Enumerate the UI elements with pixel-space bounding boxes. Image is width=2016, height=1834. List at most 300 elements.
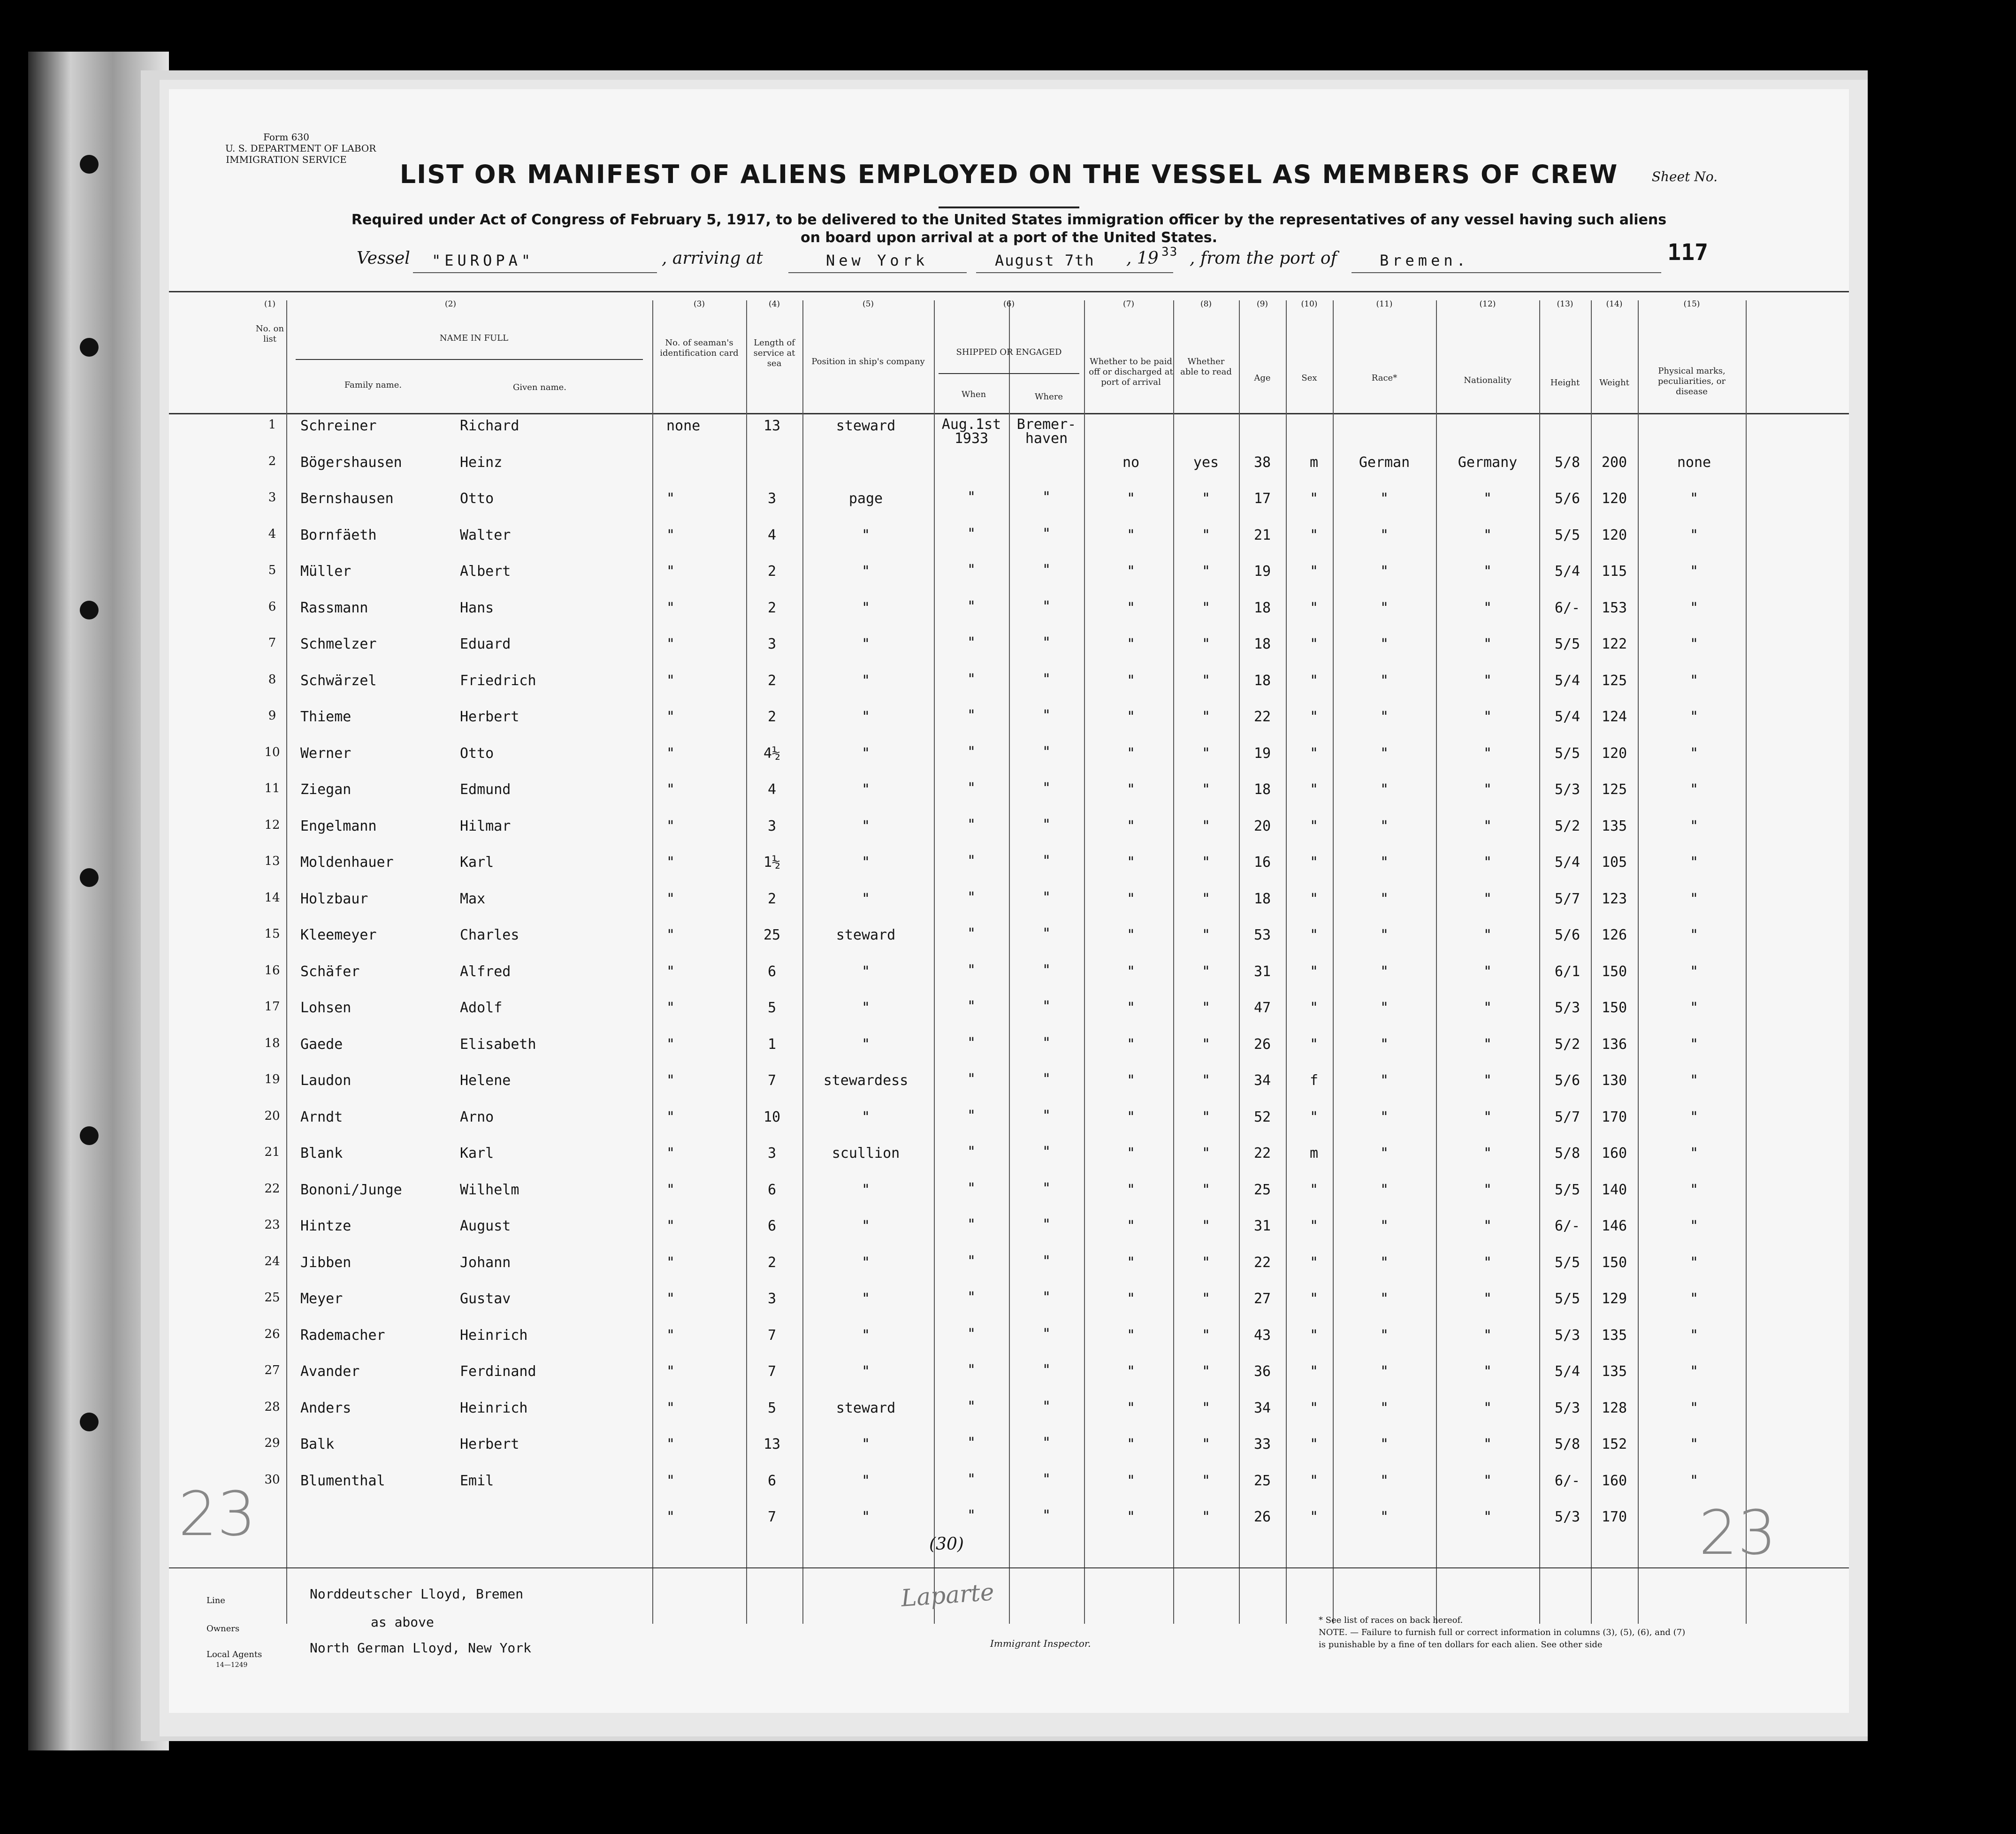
nationality: " bbox=[1483, 709, 1492, 725]
table-row bbox=[169, 745, 1849, 783]
family-name: Meyer bbox=[300, 1291, 343, 1307]
id-card: " bbox=[666, 927, 675, 943]
weight: 124 bbox=[1601, 709, 1627, 725]
engaged-where: " bbox=[1042, 1471, 1051, 1488]
given-name: Hans bbox=[460, 599, 494, 616]
engaged-where: " bbox=[1042, 1253, 1051, 1269]
paid-off: " bbox=[1126, 1181, 1136, 1198]
length-of-service: 1½ bbox=[763, 854, 781, 871]
nationality: " bbox=[1483, 745, 1492, 762]
col-header-read: Whether able to read bbox=[1180, 357, 1232, 377]
length-of-service: 25 bbox=[763, 927, 781, 943]
nationality: " bbox=[1483, 1472, 1492, 1489]
sex: " bbox=[1309, 854, 1319, 871]
able-to-read: " bbox=[1201, 890, 1211, 907]
given-name: Gustav bbox=[460, 1291, 511, 1307]
length-of-service: 5 bbox=[767, 1000, 777, 1016]
given-name: August bbox=[460, 1218, 511, 1234]
engaged-when: Aug.1st 1933 bbox=[941, 416, 1001, 447]
sex: " bbox=[1309, 927, 1319, 943]
table-row bbox=[169, 563, 1849, 601]
year-prefix: , 19 bbox=[1126, 249, 1159, 268]
page-title: LIST OR MANIFEST OF ALIENS EMPLOYED ON THE VESSEL AS MEMBERS OF CREW bbox=[399, 160, 1619, 189]
physical-marks: " bbox=[1689, 709, 1699, 725]
sex: " bbox=[1309, 1036, 1319, 1053]
weight: 125 bbox=[1601, 781, 1627, 798]
id-card: " bbox=[666, 1218, 675, 1234]
owners-label: Owners bbox=[206, 1624, 240, 1634]
given-name: Walter bbox=[460, 527, 511, 543]
col-header-given: Given name. bbox=[512, 382, 567, 392]
race: " bbox=[1380, 1145, 1389, 1162]
table-row bbox=[169, 1218, 1849, 1255]
id-card: " bbox=[666, 890, 675, 907]
engaged-when: " bbox=[967, 707, 976, 724]
id-card: " bbox=[666, 1145, 675, 1162]
weight: 152 bbox=[1601, 1436, 1627, 1452]
height: 5/4 bbox=[1554, 854, 1581, 871]
engaged-where: " bbox=[1042, 743, 1051, 760]
id-card: " bbox=[666, 1072, 675, 1089]
paid-off: " bbox=[1126, 854, 1136, 871]
height: 5/4 bbox=[1554, 563, 1581, 580]
row-number: 8 bbox=[268, 672, 276, 687]
engaged-when: " bbox=[967, 1034, 976, 1051]
family-name: Rassmann bbox=[300, 599, 368, 616]
able-to-read: " bbox=[1201, 1254, 1211, 1271]
weight: 123 bbox=[1601, 890, 1627, 907]
id-card: " bbox=[666, 1036, 675, 1053]
id-card: " bbox=[666, 599, 675, 616]
paid-off: " bbox=[1126, 1436, 1136, 1452]
engaged-when: " bbox=[967, 1507, 976, 1524]
age: 38 bbox=[1253, 454, 1271, 471]
length-of-service: 2 bbox=[767, 890, 777, 907]
id-card: " bbox=[666, 1363, 675, 1380]
position: " bbox=[861, 527, 871, 543]
able-to-read: " bbox=[1201, 781, 1211, 798]
height: 5/6 bbox=[1554, 1072, 1581, 1089]
footnote bbox=[1319, 1614, 1685, 1651]
id-card: " bbox=[666, 1327, 675, 1344]
height: 5/3 bbox=[1554, 1399, 1581, 1416]
paid-off: " bbox=[1126, 709, 1136, 725]
height: 5/2 bbox=[1554, 818, 1581, 834]
able-to-read: " bbox=[1201, 1363, 1211, 1380]
length-of-service: 10 bbox=[763, 1108, 781, 1125]
weight: 130 bbox=[1601, 1072, 1627, 1089]
sex: " bbox=[1309, 1000, 1319, 1016]
length-of-service: 6 bbox=[767, 1218, 777, 1234]
id-card: " bbox=[666, 1509, 675, 1525]
service-name: IMMIGRATION SERVICE bbox=[226, 154, 347, 165]
position: scullion bbox=[832, 1145, 900, 1162]
id-card: " bbox=[666, 1472, 675, 1489]
given-name: Heinrich bbox=[460, 1327, 528, 1344]
able-to-read: " bbox=[1201, 1436, 1211, 1452]
col-header-nationality: Nationality bbox=[1464, 375, 1512, 385]
inspector-signature: Laparte bbox=[900, 1578, 995, 1612]
age: 17 bbox=[1253, 490, 1271, 507]
race: " bbox=[1380, 1509, 1389, 1525]
family-name: Schmelzer bbox=[300, 636, 377, 652]
sex: m bbox=[1309, 454, 1319, 471]
given-name: Edmund bbox=[460, 781, 511, 798]
weight: 200 bbox=[1601, 454, 1627, 471]
shipped-subheader-rule bbox=[939, 373, 1079, 374]
engaged-when: " bbox=[967, 1253, 976, 1269]
engaged-where: " bbox=[1042, 1398, 1051, 1415]
age: 22 bbox=[1253, 1254, 1271, 1271]
age: 31 bbox=[1253, 1218, 1271, 1234]
length-of-service: 5 bbox=[767, 1399, 777, 1416]
id-card: " bbox=[666, 963, 675, 980]
engaged-when: " bbox=[967, 598, 976, 615]
family-name: Thieme bbox=[300, 709, 351, 725]
engaged-where: " bbox=[1042, 562, 1051, 578]
height: 5/6 bbox=[1554, 927, 1581, 943]
paid-off: " bbox=[1126, 1218, 1136, 1234]
length-of-service: 6 bbox=[767, 1181, 777, 1198]
table-row bbox=[169, 1072, 1849, 1110]
engaged-when: " bbox=[967, 525, 976, 542]
able-to-read: " bbox=[1201, 1181, 1211, 1198]
family-name: Rademacher bbox=[300, 1327, 385, 1344]
race: " bbox=[1380, 1108, 1389, 1125]
length-of-service: 3 bbox=[767, 1291, 777, 1307]
column-number: (5) bbox=[862, 299, 874, 309]
nationality: " bbox=[1483, 1181, 1492, 1198]
nationality: " bbox=[1483, 781, 1492, 798]
race: " bbox=[1380, 854, 1389, 871]
race: " bbox=[1380, 1000, 1389, 1016]
engaged-when: " bbox=[967, 780, 976, 796]
given-name: Hilmar bbox=[460, 818, 511, 834]
paid-off: " bbox=[1126, 1036, 1136, 1053]
paid-off: " bbox=[1126, 599, 1136, 616]
length-of-service: 13 bbox=[763, 418, 781, 434]
length-of-service: 7 bbox=[767, 1509, 777, 1525]
family-name: Gaede bbox=[300, 1036, 343, 1053]
table-row bbox=[169, 1254, 1849, 1292]
column-number: (4) bbox=[768, 299, 780, 309]
age: 18 bbox=[1253, 890, 1271, 907]
given-name: Herbert bbox=[460, 709, 519, 725]
engaged-where: " bbox=[1042, 998, 1051, 1015]
position: " bbox=[861, 563, 871, 580]
paid-off: " bbox=[1126, 818, 1136, 834]
weight: 150 bbox=[1601, 1000, 1627, 1016]
col-header-height: Height bbox=[1550, 378, 1580, 388]
race: " bbox=[1380, 890, 1389, 907]
length-of-service: 4 bbox=[767, 781, 777, 798]
underline bbox=[1352, 272, 1661, 273]
underline bbox=[788, 272, 967, 273]
age: 22 bbox=[1253, 1145, 1271, 1162]
engaged-where: " bbox=[1042, 671, 1051, 688]
id-card: " bbox=[666, 1436, 675, 1452]
length-of-service: 7 bbox=[767, 1327, 777, 1344]
position: " bbox=[861, 1181, 871, 1198]
column-number: (11) bbox=[1376, 299, 1393, 309]
able-to-read: " bbox=[1201, 818, 1211, 834]
physical-marks: " bbox=[1689, 854, 1699, 871]
weight: 135 bbox=[1601, 818, 1627, 834]
position: " bbox=[861, 599, 871, 616]
id-card: " bbox=[666, 527, 675, 543]
physical-marks: " bbox=[1689, 963, 1699, 980]
weight: 129 bbox=[1601, 1291, 1627, 1307]
length-of-service: 2 bbox=[767, 709, 777, 725]
sex: " bbox=[1309, 672, 1319, 689]
column-number: (2) bbox=[444, 299, 457, 309]
table-row bbox=[169, 1509, 1849, 1546]
weight: 136 bbox=[1601, 1036, 1627, 1053]
binder-hole bbox=[80, 1413, 99, 1431]
id-card: " bbox=[666, 1181, 675, 1198]
footnote-line: * See list of races on back hereof. bbox=[1319, 1615, 1463, 1625]
engaged-when: " bbox=[967, 1180, 976, 1197]
given-name: Otto bbox=[460, 745, 494, 762]
sex: " bbox=[1309, 527, 1319, 543]
nationality: " bbox=[1483, 1363, 1492, 1380]
age: 25 bbox=[1253, 1472, 1271, 1489]
sex: " bbox=[1309, 1472, 1319, 1489]
age: 22 bbox=[1253, 709, 1271, 725]
race: " bbox=[1380, 563, 1389, 580]
age: 34 bbox=[1253, 1072, 1271, 1089]
race: " bbox=[1380, 709, 1389, 725]
family-name: Bornfäeth bbox=[300, 527, 377, 543]
race: " bbox=[1380, 1254, 1389, 1271]
header-top-rule bbox=[169, 291, 1849, 292]
physical-marks: " bbox=[1689, 818, 1699, 834]
position: " bbox=[861, 1036, 871, 1053]
id-card: " bbox=[666, 1000, 675, 1016]
sex: m bbox=[1309, 1145, 1319, 1162]
table-row bbox=[169, 818, 1849, 856]
height: 5/8 bbox=[1554, 1436, 1581, 1452]
engaged-when: " bbox=[967, 634, 976, 651]
age: 43 bbox=[1253, 1327, 1271, 1344]
id-card: " bbox=[666, 1254, 675, 1271]
physical-marks: " bbox=[1689, 1472, 1699, 1489]
paid-off: " bbox=[1126, 1472, 1136, 1489]
row-number: 7 bbox=[268, 636, 276, 650]
owners-value: as above bbox=[371, 1614, 434, 1630]
paid-off: " bbox=[1126, 1399, 1136, 1416]
weight: 170 bbox=[1601, 1509, 1627, 1525]
weight: 120 bbox=[1601, 745, 1627, 762]
length-of-service: 2 bbox=[767, 1254, 777, 1271]
row-number: 19 bbox=[264, 1072, 280, 1086]
engaged-where: " bbox=[1042, 1362, 1051, 1378]
able-to-read: " bbox=[1201, 636, 1211, 652]
nationality: " bbox=[1483, 1291, 1492, 1307]
position: " bbox=[861, 818, 871, 834]
row-number: 6 bbox=[268, 599, 276, 614]
engaged-where: " bbox=[1042, 1325, 1051, 1342]
column-number: (15) bbox=[1683, 299, 1700, 309]
row-number: 28 bbox=[264, 1399, 280, 1414]
col-header-no: No. on list bbox=[255, 324, 284, 344]
able-to-read: " bbox=[1201, 1399, 1211, 1416]
col-header-race: Race* bbox=[1371, 373, 1397, 383]
given-name: Alfred bbox=[460, 963, 511, 980]
row-number: 30 bbox=[264, 1472, 280, 1487]
nationality: " bbox=[1483, 1254, 1492, 1271]
physical-marks: " bbox=[1689, 927, 1699, 943]
position: " bbox=[861, 890, 871, 907]
age: 47 bbox=[1253, 1000, 1271, 1016]
col-header-position: Position in ship's company bbox=[811, 357, 925, 367]
engaged-when: " bbox=[967, 925, 976, 942]
race: " bbox=[1380, 1218, 1389, 1234]
nationality: " bbox=[1483, 854, 1492, 871]
table-row bbox=[169, 636, 1849, 673]
engaged-when: " bbox=[967, 1471, 976, 1488]
engaged-when: " bbox=[967, 562, 976, 578]
col-header-sex: Sex bbox=[1301, 373, 1317, 383]
column-number: (13) bbox=[1557, 299, 1573, 309]
nationality: Germany bbox=[1458, 454, 1518, 471]
physical-marks: " bbox=[1689, 1399, 1699, 1416]
family-name: Jibben bbox=[300, 1254, 351, 1271]
physical-marks: none bbox=[1677, 454, 1711, 471]
departure-port: Bremen. bbox=[1380, 252, 1469, 269]
physical-marks: " bbox=[1689, 1363, 1699, 1380]
sex: " bbox=[1309, 745, 1319, 762]
table-row bbox=[169, 1109, 1849, 1146]
physical-marks: " bbox=[1689, 527, 1699, 543]
paid-off: " bbox=[1126, 1108, 1136, 1125]
paid-off: " bbox=[1126, 927, 1136, 943]
given-name: Richard bbox=[460, 418, 519, 434]
binder-hole bbox=[80, 155, 99, 174]
length-of-service: 3 bbox=[767, 818, 777, 834]
position: " bbox=[861, 1472, 871, 1489]
engaged-when: " bbox=[967, 489, 976, 505]
engaged-where: " bbox=[1042, 1071, 1051, 1087]
table-row bbox=[169, 527, 1849, 565]
given-name: Elisabeth bbox=[460, 1036, 536, 1053]
sex: " bbox=[1309, 1108, 1319, 1125]
paid-off: " bbox=[1126, 1291, 1136, 1307]
from-label: , from the port of bbox=[1190, 249, 1337, 268]
race: " bbox=[1380, 781, 1389, 798]
col-header-where: Where bbox=[1034, 392, 1063, 402]
paid-off: " bbox=[1126, 1254, 1136, 1271]
height: 5/3 bbox=[1554, 1327, 1581, 1344]
weight: 122 bbox=[1601, 636, 1627, 652]
paid-off: " bbox=[1126, 1000, 1136, 1016]
sex: " bbox=[1309, 1436, 1319, 1452]
race: " bbox=[1380, 927, 1389, 943]
id-card: none bbox=[666, 418, 701, 434]
col-header-name: NAME IN FULL bbox=[439, 333, 509, 343]
given-name: Adolf bbox=[460, 1000, 503, 1016]
column-number: (8) bbox=[1200, 299, 1212, 309]
binder-hole bbox=[80, 601, 99, 619]
sex: " bbox=[1309, 1291, 1319, 1307]
height: 5/4 bbox=[1554, 672, 1581, 689]
race: " bbox=[1380, 490, 1389, 507]
row-number: 13 bbox=[264, 854, 280, 868]
col-header-shipped: SHIPPED OR ENGAGED bbox=[956, 347, 1062, 357]
table-row bbox=[169, 854, 1849, 892]
given-name: Herbert bbox=[460, 1436, 519, 1452]
row-number: 29 bbox=[264, 1436, 280, 1450]
weight: 146 bbox=[1601, 1218, 1627, 1234]
family-name: Ziegan bbox=[300, 781, 351, 798]
family-name: Schäfer bbox=[300, 963, 360, 980]
engaged-when: " bbox=[967, 816, 976, 833]
nationality: " bbox=[1483, 1436, 1492, 1452]
paid-off: " bbox=[1126, 1145, 1136, 1162]
subtitle bbox=[169, 211, 1849, 247]
physical-marks: " bbox=[1689, 1327, 1699, 1344]
race: " bbox=[1380, 636, 1389, 652]
engaged-where: Bremer- haven bbox=[1016, 416, 1077, 447]
title-rule bbox=[939, 206, 1079, 208]
position: " bbox=[861, 1000, 871, 1016]
height: 5/4 bbox=[1554, 1363, 1581, 1380]
paid-off: no bbox=[1122, 454, 1140, 471]
race: " bbox=[1380, 1363, 1389, 1380]
id-card: " bbox=[666, 563, 675, 580]
row-number: 10 bbox=[264, 745, 280, 759]
family-name: Werner bbox=[300, 745, 351, 762]
row-number: 14 bbox=[264, 890, 280, 905]
able-to-read: " bbox=[1201, 1036, 1211, 1053]
sex: " bbox=[1309, 563, 1319, 580]
race: " bbox=[1380, 672, 1389, 689]
position: " bbox=[861, 1218, 871, 1234]
race: " bbox=[1380, 599, 1389, 616]
able-to-read: " bbox=[1201, 527, 1211, 543]
physical-marks: " bbox=[1689, 781, 1699, 798]
able-to-read: " bbox=[1201, 745, 1211, 762]
paid-off: " bbox=[1126, 781, 1136, 798]
paid-off: " bbox=[1126, 1509, 1136, 1525]
age: 19 bbox=[1253, 563, 1271, 580]
age: 31 bbox=[1253, 963, 1271, 980]
col-header-age: Age bbox=[1254, 373, 1271, 383]
race: " bbox=[1380, 745, 1389, 762]
table-row bbox=[169, 1291, 1849, 1328]
engaged-where: " bbox=[1042, 853, 1051, 869]
height: 5/5 bbox=[1554, 636, 1581, 652]
row-number: 15 bbox=[264, 927, 280, 941]
engaged-where: " bbox=[1042, 707, 1051, 724]
nationality: " bbox=[1483, 818, 1492, 834]
physical-marks: " bbox=[1689, 1036, 1699, 1053]
sex: " bbox=[1309, 818, 1319, 834]
physical-marks: " bbox=[1689, 1436, 1699, 1452]
sex: " bbox=[1309, 1254, 1319, 1271]
length-of-service: 3 bbox=[767, 490, 777, 507]
physical-marks: " bbox=[1689, 1254, 1699, 1271]
given-name: Emil bbox=[460, 1472, 494, 1489]
given-name: Wilhelm bbox=[460, 1181, 519, 1198]
family-name: Arndt bbox=[300, 1108, 343, 1125]
footnote-line: is punishable by a fine of ten dollars for each alien. See other side bbox=[1319, 1640, 1603, 1650]
given-name: Albert bbox=[460, 563, 511, 580]
arrival-port: New York bbox=[826, 252, 929, 269]
weight: 115 bbox=[1601, 563, 1627, 580]
race: " bbox=[1380, 1036, 1389, 1053]
sex: " bbox=[1309, 709, 1319, 725]
